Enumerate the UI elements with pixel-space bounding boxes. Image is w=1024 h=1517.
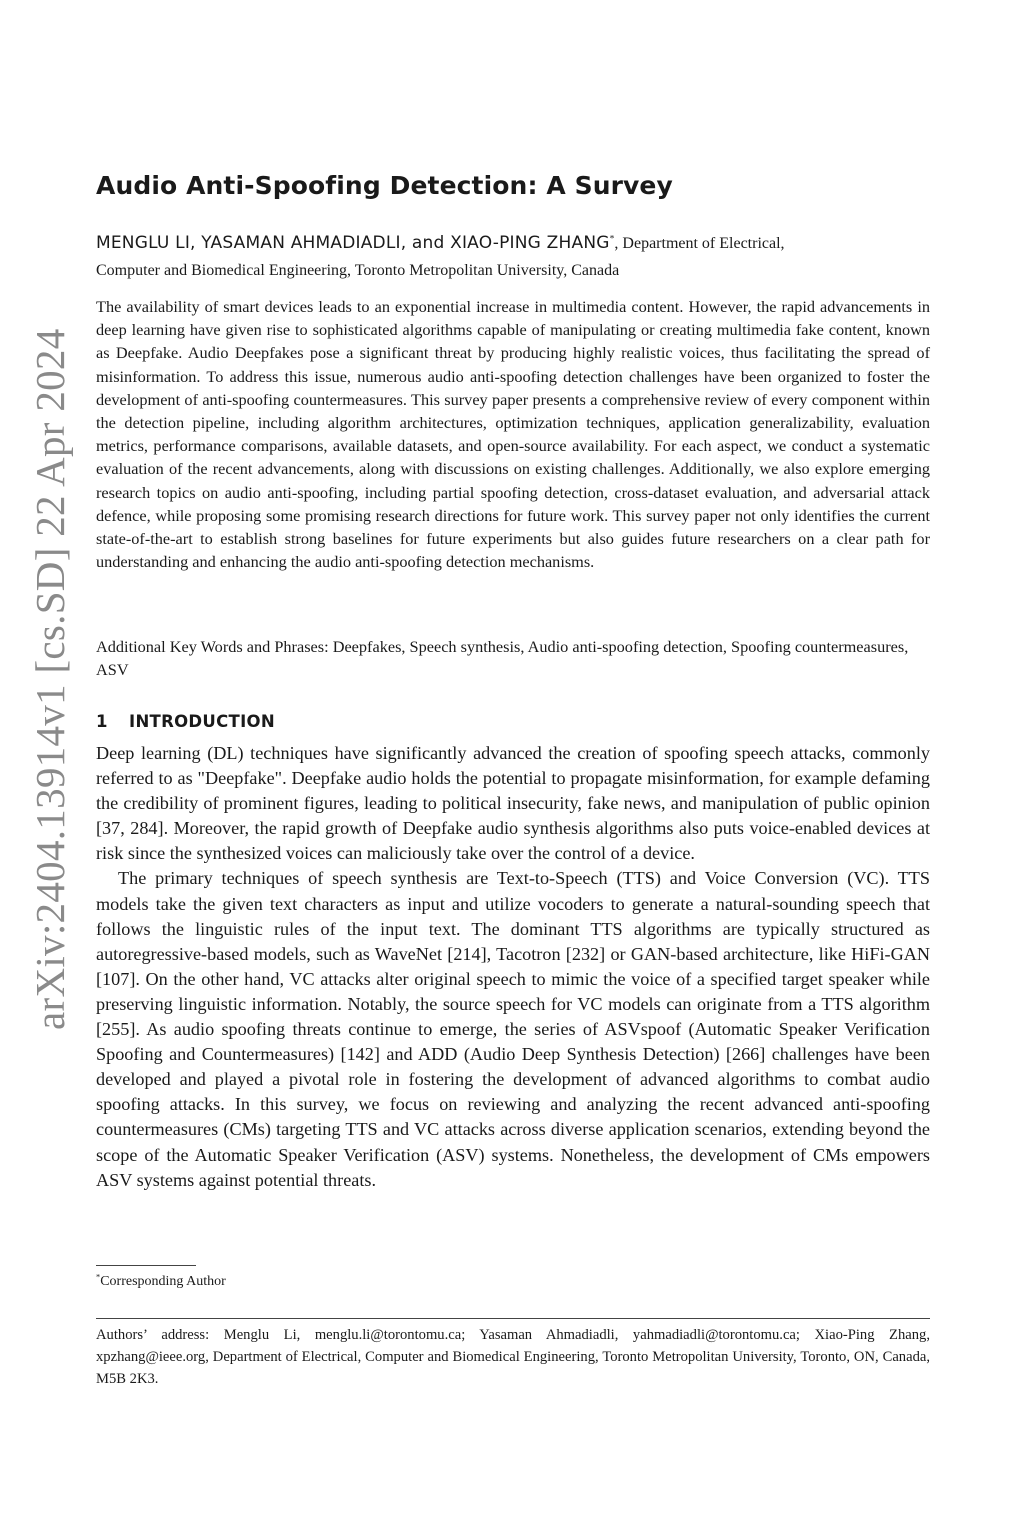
section-number: 1 xyxy=(96,712,108,731)
affiliation-line-1: , Department of Electrical, xyxy=(614,235,785,252)
author-block xyxy=(96,230,936,284)
keywords: Additional Key Words and Phrases: Deepfakes, Speech synthesis, Audio anti-spoofing detection, Spoofing countermeasures, ASV xyxy=(96,637,909,680)
paper-title: Audio Anti-Spoofing Detection: A Survey xyxy=(96,171,673,200)
section-title: INTRODUCTION xyxy=(129,712,275,731)
address-divider xyxy=(96,1318,930,1319)
footnote xyxy=(96,1274,226,1290)
paragraph: Deep learning (DL) techniques have significantly advanced the creation of spoofing speech attacks, commonly referred to as "Deepfake". Deepfake audio holds the potential to propagate misinformation, for example defaming the credibility of prominent figures, leading to political insecurity, fake news, and manipulation of public opinion [37, 284]. Moreover, the rapid growth of Deepfake audio synthesis algorithms also puts voice-enabled devices at risk since the synthesized voices can maliciously take over the control of a device. xyxy=(96,743,930,864)
footnote-text: Corresponding Author xyxy=(100,1274,226,1289)
section-heading-introduction xyxy=(96,712,275,731)
footnote-divider xyxy=(96,1265,196,1266)
arxiv-identifier[interactable]: arXiv:2404.13914v1 [cs.SD] 22 Apr 2024 xyxy=(27,328,73,1030)
author-names: MENGLU LI, YASAMAN AHMADIADLI, and XIAO-PING ZHANG xyxy=(96,233,610,253)
corresponding-author-mark: * xyxy=(609,233,615,245)
abstract: The availability of smart devices leads to an exponential increase in multimedia content. However, the rapid advancements in deep learning have given rise to sophisticated algorithms capable of manipulating or creating multimedia fake content, known as Deepfake. Audio Deepfakes pose a significant threat by producing highly realistic voices, thus facilitating the spread of misinformation. To address this issue, numerous audio anti-spoofing detection challenges have been organized to foster the development of anti-spoofing countermeasures. This survey paper presents a comprehensive review of every component within the detection pipeline, including algorithm architectures, optimization techniques, application generalizability, evaluation metrics, performance comparisons, available datasets, and open-source availability. For each aspect, we conduct a systematic evaluation of the recent advancements, along with discussions on existing challenges. Additionally, we also explore emerging research topics on audio anti-spoofing, including partial spoofing detection, cross-dataset evaluation, and adversarial attack defence, while proposing some promising research directions for future work. This survey paper not only identifies the current state-of-the-art to establish strong baselines for future experiments but also guides future researchers on a clear path for understanding and enhancing the audio anti-spoofing detection mechanisms. xyxy=(96,297,930,572)
footnote-mark: * xyxy=(96,1272,101,1282)
paragraph: The primary techniques of speech synthesis are Text-to-Speech (TTS) and Voice Conversion (VC). TTS models take the given text characters as input and utilize vocoders to generate a natural-sounding speech that follows the linguistic rules of the input text. The dominant TTS algorithms are typically structured as autoregressive-based models, such as WaveNet [214], Tacotron [232] or GAN-based architecture, like HiFi-GAN [107]. On the other hand, VC attacks alter original speech to mimic the voice of a specified target speaker while preserving linguistic information. Notably, the source speech for VC models can originate from a TTS algorithm [255]. As audio spoofing threats continue to emerge, the series of ASVspoof (Automatic Speaker Verification Spoofing and Countermeasures) [142] and ADD (Audio Deep Synthesis Detection) [266] challenges have been developed and played a pivotal role in fostering the development of advanced algorithms to combat audio spoofing attacks. In this survey, we focus on reviewing and analyzing the recent advanced anti-spoofing countermeasures (CMs) targeting TTS and VC attacks across diverse application scenarios, extending beyond the scope of the Automatic Speaker Verification (ASV) systems. Nonetheless, the development of CMs empowers ASV systems against potential threats. xyxy=(96,868,930,1190)
affiliation-line-2: Computer and Biomedical Engineering, Toronto Metropolitan University, Canada xyxy=(96,262,620,279)
introduction-body xyxy=(96,741,930,1193)
authors-address: Authors’ address: Menglu Li, menglu.li@torontomu.ca; Yasaman Ahmadiadli, yahmadiadli@torontomu.ca; Xiao-Ping Zhang, xpzhang@ieee.org, Department of Electrical, Computer and Biomedical Engineering, Toronto Metropolitan University, Toronto, ON, Canada, M5B 2K3. xyxy=(96,1327,930,1387)
